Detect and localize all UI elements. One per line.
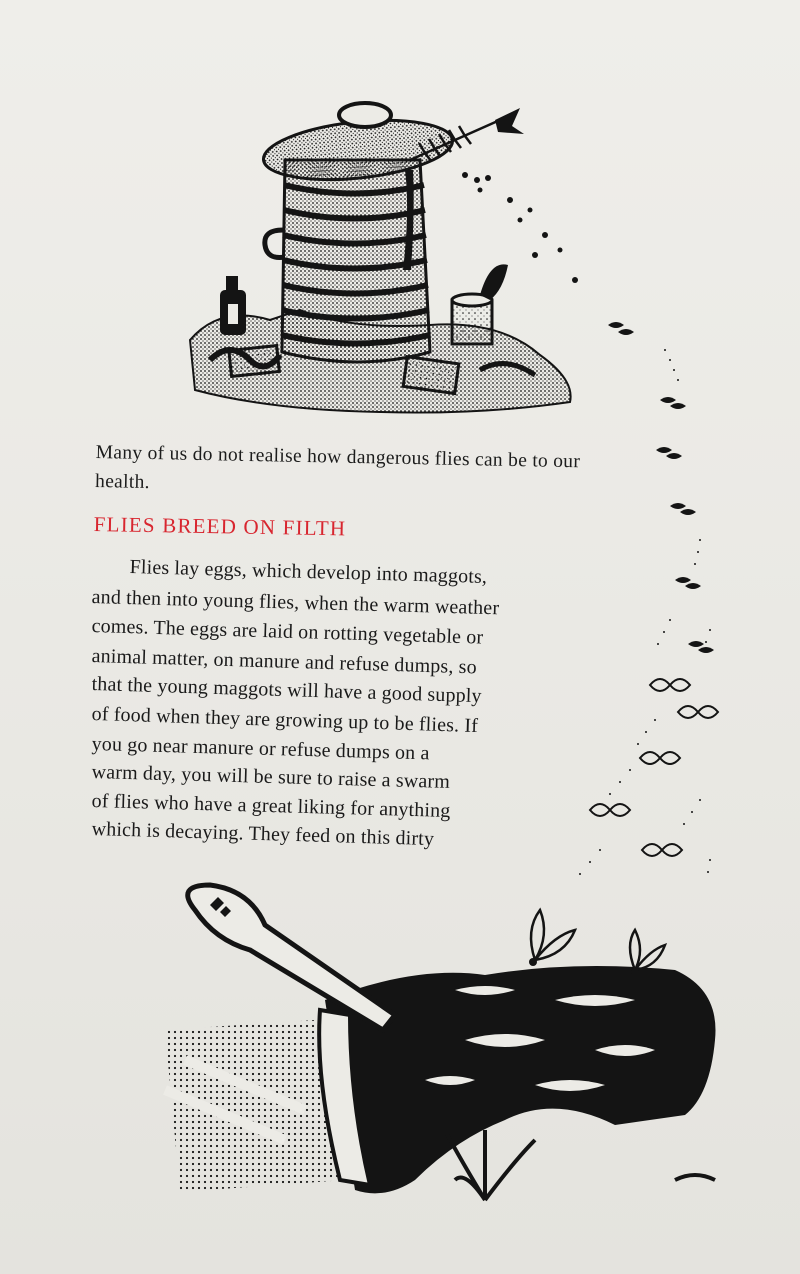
body-line: comes. The eggs are laid on rotting vegetable or — [91, 615, 484, 649]
intro-paragraph: Many of us do not realise how dangerous flies can be to our health. — [94, 441, 581, 494]
body-line: which is decaying. They feed on this dirty — [91, 818, 435, 851]
body-line: that the young maggots will have a good supply — [91, 673, 482, 708]
body-line: you go near manure or refuse dumps on a — [91, 733, 430, 765]
body-line: and then into young flies, when the warm weather — [91, 586, 500, 620]
rubbish-bin-illustration — [180, 90, 600, 420]
body-line: warm day, you will be sure to raise a swarm — [91, 761, 451, 793]
manure-heap-illustration — [155, 880, 735, 1210]
body-line: Flies lay eggs, which develop into maggots, — [129, 556, 488, 588]
body-line: of food when they are growing up to be flies. If — [91, 703, 479, 738]
body-line: of flies who have a great liking for anything — [91, 790, 451, 823]
body-line: animal matter, on manure and refuse dumps, so — [91, 645, 478, 679]
section-heading: FLIES BREED ON FILTH — [93, 512, 347, 541]
